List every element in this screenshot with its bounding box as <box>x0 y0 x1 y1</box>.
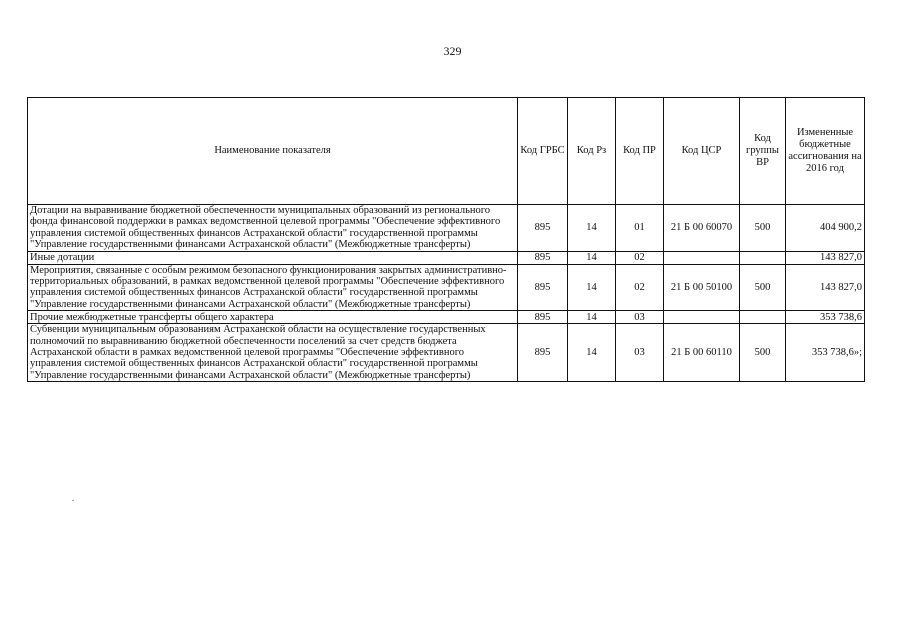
header-vr: Код группы ВР <box>740 98 786 205</box>
row-amount: 353 738,6»; <box>786 324 865 382</box>
row-pr: 03 <box>616 311 664 324</box>
row-grbs: 895 <box>518 205 568 252</box>
row-csr: 21 Б 00 50100 <box>664 264 740 311</box>
row-name: Дотации на выравнивание бюджетной обеспеченности муниципальных образований из регионального фонда финансовой поддержки в рамках ведомственной целевой программы "Обеспечение эффективного управления системой общественных финансов Астраханской области" государственной программы "Управление государственными финансами Астраханской области" (Межбюджетные трансферты) <box>28 205 518 252</box>
row-name: Субвенции муниципальным образованиям Астраханской области на осуществление государственных полномочий по выравниванию бюджетной обеспеченности поселений за счет средств бюджета Астраханской области в рамках ведомственной целевой программы "Обеспечение эффективного управления системой общественных финансов Астраханской области" государственной программы "Управление государственными финансами Астраханской области" (Межбюджетные трансферты) <box>28 324 518 382</box>
row-csr <box>664 311 740 324</box>
row-rz: 14 <box>568 251 616 264</box>
header-grbs: Код ГРБС <box>518 98 568 205</box>
header-pr: Код ПР <box>616 98 664 205</box>
table-row <box>28 324 865 382</box>
row-name: Прочие межбюджетные трансферты общего характера <box>28 311 518 324</box>
row-rz: 14 <box>568 264 616 311</box>
scan-speck <box>72 500 74 501</box>
row-pr: 03 <box>616 324 664 382</box>
row-csr <box>664 251 740 264</box>
row-name: Мероприятия, связанные с особым режимом безопасного функционирования закрытых административно-территориальных образований, в рамках ведомственной целевой программы "Обеспечение эффективного управления системой общественных финансов Астраханской области" государственной программы "Управление государственными финансами Астраханской области" (Межбюджетные трансферты) <box>28 264 518 311</box>
row-csr: 21 Б 00 60110 <box>664 324 740 382</box>
row-amount: 143 827,0 <box>786 264 865 311</box>
row-pr: 01 <box>616 205 664 252</box>
row-amount: 143 827,0 <box>786 251 865 264</box>
row-vr <box>740 251 786 264</box>
row-vr: 500 <box>740 205 786 252</box>
header-name: Наименование показателя <box>28 98 518 205</box>
row-vr: 500 <box>740 264 786 311</box>
row-rz: 14 <box>568 311 616 324</box>
row-rz: 14 <box>568 324 616 382</box>
row-rz: 14 <box>568 205 616 252</box>
row-vr: 500 <box>740 324 786 382</box>
row-grbs: 895 <box>518 324 568 382</box>
budget-table <box>27 97 865 382</box>
header-row <box>28 98 865 205</box>
row-amount: 353 738,6 <box>786 311 865 324</box>
row-pr: 02 <box>616 251 664 264</box>
header-amount: Измененные бюджетные ассигнования на 2016 год <box>786 98 865 205</box>
page-number: 329 <box>443 44 462 58</box>
header-rz: Код Рз <box>568 98 616 205</box>
row-vr <box>740 311 786 324</box>
row-name: Иные дотации <box>28 251 518 264</box>
table-row <box>28 311 865 324</box>
header-csr: Код ЦСР <box>664 98 740 205</box>
row-grbs: 895 <box>518 311 568 324</box>
table-row <box>28 251 865 264</box>
table-row <box>28 205 865 252</box>
row-csr: 21 Б 00 60070 <box>664 205 740 252</box>
row-grbs: 895 <box>518 251 568 264</box>
table-row <box>28 264 865 311</box>
row-grbs: 895 <box>518 264 568 311</box>
row-amount: 404 900,2 <box>786 205 865 252</box>
row-pr: 02 <box>616 264 664 311</box>
